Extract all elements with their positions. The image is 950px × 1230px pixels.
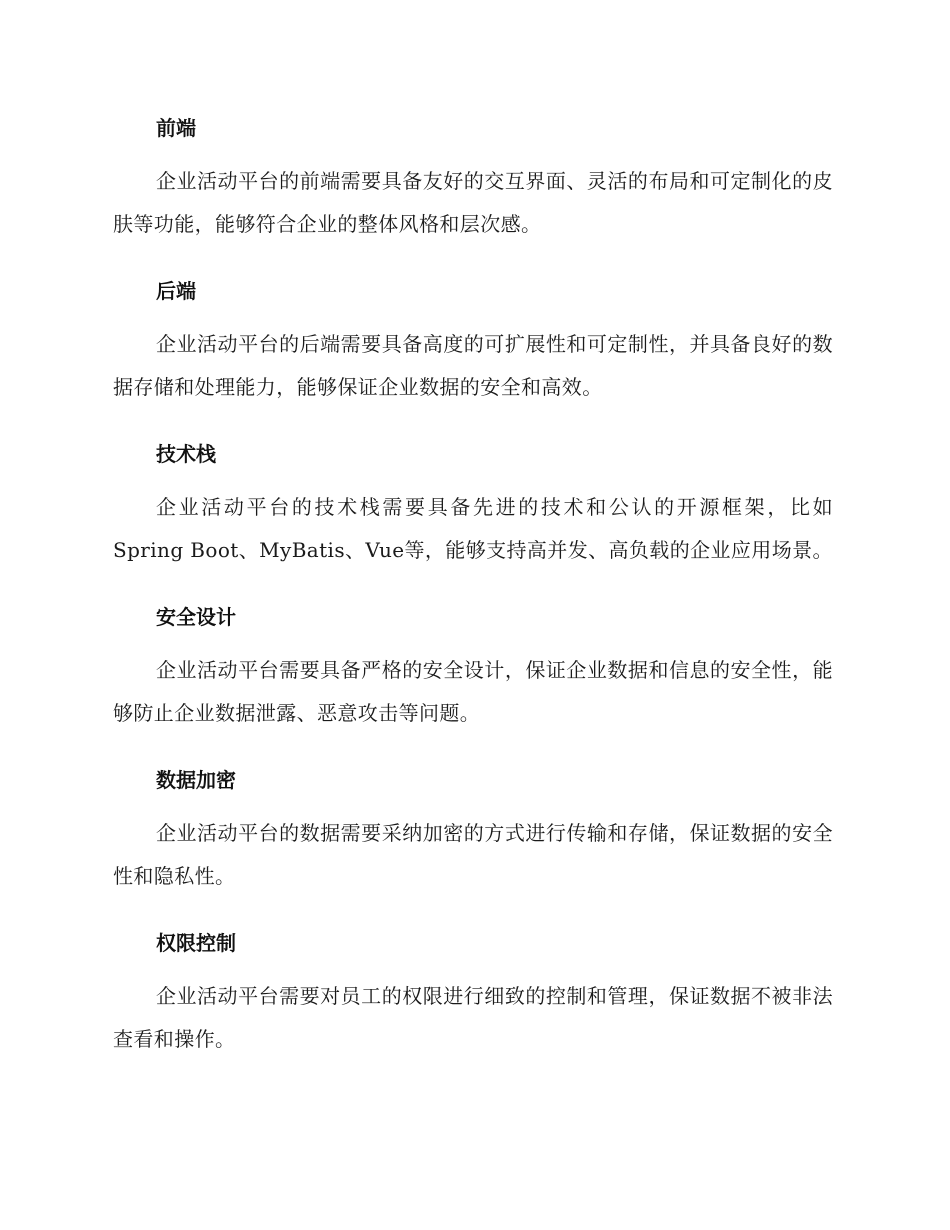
section-paragraph: 企业活动平台的后端需要具备高度的可扩展性和可定制性，并具备良好的数据存储和处理能力，能够保证企业数据的安全和高效。 bbox=[113, 332, 833, 399]
section-data-encryption bbox=[113, 760, 833, 898]
section-heading: 技术栈 bbox=[156, 442, 216, 466]
section-paragraph: 企业活动平台需要具备严格的安全设计，保证企业数据和信息的安全性，能够防止企业数据泄露、恶意攻击等问题。 bbox=[113, 658, 833, 725]
section-paragraph: 企业活动平台的数据需要采纳加密的方式进行传输和存储，保证数据的安全性和隐私性。 bbox=[113, 821, 833, 888]
section-paragraph: 企业活动平台需要对员工的权限进行细致的控制和管理，保证数据不被非法查看和操作。 bbox=[113, 984, 833, 1051]
section-security-design bbox=[113, 597, 833, 735]
section-paragraph: 企业活动平台的前端需要具备友好的交互界面、灵活的布局和可定制化的皮肤等功能，能够符合企业的整体风格和层次感。 bbox=[113, 169, 833, 236]
section-heading: 数据加密 bbox=[156, 768, 236, 792]
section-heading: 前端 bbox=[156, 116, 196, 140]
section-backend bbox=[113, 271, 833, 409]
section-heading: 安全设计 bbox=[156, 605, 236, 629]
section-permission-control bbox=[113, 923, 833, 1061]
section-paragraph: 企业活动平台的技术栈需要具备先进的技术和公认的开源框架，比如Spring Boot、MyBatis、Vue等，能够支持高并发、高负载的企业应用场景。 bbox=[113, 495, 833, 562]
section-heading: 后端 bbox=[156, 279, 196, 303]
section-heading: 权限控制 bbox=[156, 931, 236, 955]
section-frontend bbox=[113, 108, 833, 246]
document-content bbox=[113, 108, 833, 1061]
section-tech-stack bbox=[113, 434, 833, 572]
